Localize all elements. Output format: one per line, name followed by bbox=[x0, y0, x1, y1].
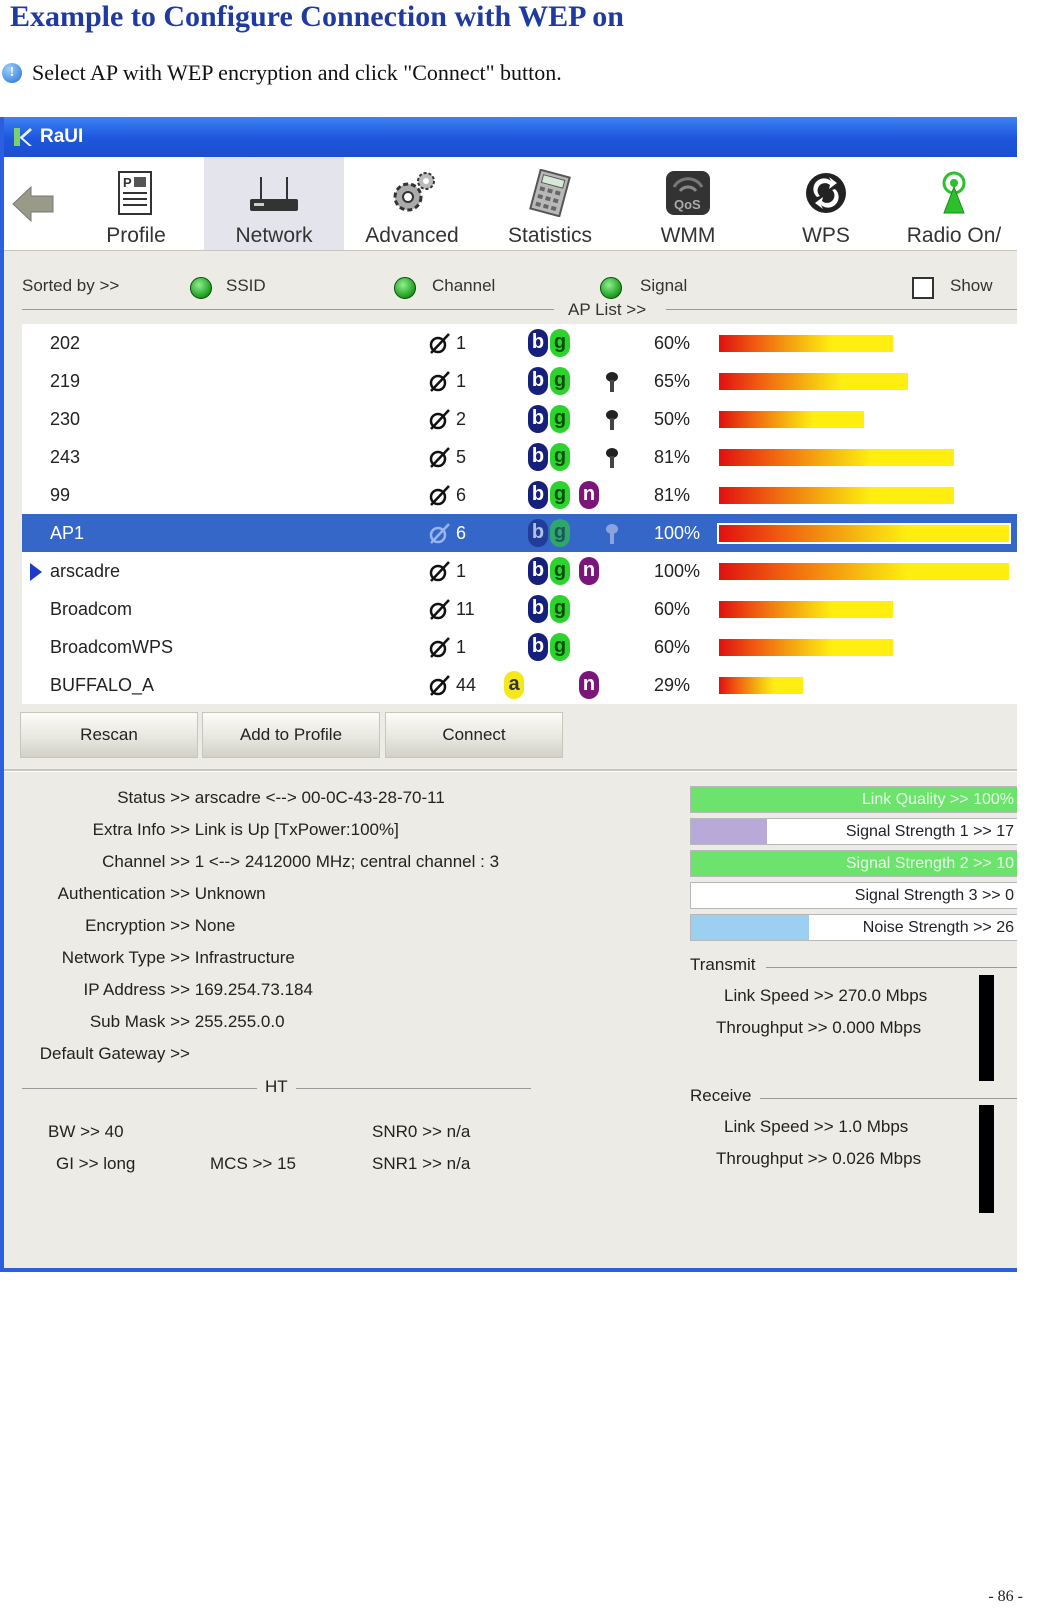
channel-icon bbox=[427, 560, 453, 582]
receive-graph bbox=[979, 1105, 994, 1213]
ap-signal-bar bbox=[719, 677, 803, 694]
ap-channel: 1 bbox=[456, 561, 467, 581]
ap-channel: 6 bbox=[456, 523, 467, 543]
sort-signal-label: Signal bbox=[640, 276, 688, 295]
toolbar-wmm-label: WMM bbox=[660, 224, 716, 247]
ap-list bbox=[22, 324, 1017, 704]
add-to-profile-button[interactable]: Add to Profile bbox=[202, 712, 380, 758]
instruction-text: Select AP with WEP encryption and click "Connect" button. bbox=[32, 60, 562, 85]
status-key: Status >> bbox=[117, 788, 190, 807]
key-icon bbox=[604, 523, 620, 545]
signal-meter bbox=[690, 914, 1017, 941]
toolbar-network-label: Network bbox=[235, 224, 313, 247]
ap-row[interactable] bbox=[22, 628, 1017, 666]
signal-meter bbox=[690, 882, 1017, 909]
ap-ssid: BUFFALO_A bbox=[50, 675, 155, 695]
ip-address-key: IP Address >> bbox=[83, 980, 190, 999]
channel-icon bbox=[427, 598, 453, 620]
meter-label: Signal Strength 1 >> 17 bbox=[845, 823, 1014, 840]
toolbar bbox=[4, 157, 1017, 251]
ap-channel: 1 bbox=[456, 371, 467, 391]
mode-n-badge: n bbox=[579, 557, 599, 585]
network-type-value: Infrastructure bbox=[194, 948, 295, 967]
instruction bbox=[2, 60, 562, 86]
mode-g-badge: g bbox=[550, 557, 570, 585]
meter-label: Signal Strength 2 >> 10 bbox=[845, 855, 1014, 872]
ap-row[interactable] bbox=[22, 324, 1017, 362]
transmit-graph bbox=[979, 975, 994, 1081]
ap-list-rule-right bbox=[666, 309, 1017, 310]
mode-b-badge: b bbox=[528, 405, 548, 433]
channel-icon bbox=[427, 332, 453, 354]
sorted-by-label: Sorted by >> bbox=[22, 276, 120, 295]
ap-signal-bar bbox=[719, 487, 954, 504]
signal-meter bbox=[690, 786, 1017, 813]
ap-row[interactable] bbox=[22, 666, 1017, 704]
ap-signal-text: 81% bbox=[654, 485, 691, 505]
mode-b-badge: b bbox=[528, 633, 548, 661]
ap-row[interactable] bbox=[22, 438, 1017, 476]
status-value: arscadre <--> 00-0C-43-28-70-11 bbox=[194, 788, 445, 807]
key-icon bbox=[604, 447, 620, 469]
ap-channel: 2 bbox=[456, 409, 467, 429]
svg-text:QoS: QoS bbox=[674, 197, 701, 212]
transmit-throughput: Throughput >> 0.000 Mbps bbox=[716, 1018, 922, 1037]
qos-icon bbox=[664, 169, 712, 217]
receive-label: Receive bbox=[690, 1086, 752, 1105]
channel-icon bbox=[427, 484, 453, 506]
mode-b-badge: b bbox=[528, 481, 548, 509]
meter-label: Noise Strength >> 26 bbox=[862, 919, 1014, 936]
mode-g-badge: g bbox=[550, 595, 570, 623]
ap-signal-bar bbox=[719, 639, 893, 656]
toolbar-profile[interactable] bbox=[66, 157, 206, 250]
ap-row[interactable] bbox=[22, 362, 1017, 400]
ap-signal-text: 50% bbox=[654, 409, 691, 429]
encryption-key: Encryption >> bbox=[85, 916, 190, 935]
default-gateway-key: Default Gateway >> bbox=[39, 1044, 190, 1063]
ap-signal-text: 60% bbox=[654, 637, 691, 657]
ap-channel: 5 bbox=[456, 447, 467, 467]
receive-link-speed: Link Speed >> 1.0 Mbps bbox=[724, 1117, 909, 1136]
mode-b-badge: b bbox=[528, 329, 548, 357]
rescan-button[interactable]: Rescan bbox=[20, 712, 198, 758]
mode-g-badge: g bbox=[550, 633, 570, 661]
channel-icon bbox=[427, 636, 453, 658]
toolbar-radio[interactable] bbox=[884, 157, 1017, 250]
title-bar bbox=[4, 117, 1017, 157]
antenna-icon bbox=[934, 169, 974, 217]
meter-fill bbox=[691, 915, 809, 940]
ap-channel: 1 bbox=[456, 637, 467, 657]
key-icon bbox=[604, 371, 620, 393]
mode-a-badge: a bbox=[504, 671, 524, 699]
signal-meter bbox=[690, 818, 1017, 845]
sort-bar bbox=[4, 264, 1017, 304]
gear-icon bbox=[386, 169, 438, 217]
ap-channel: 11 bbox=[456, 599, 475, 619]
ht-rule-left bbox=[22, 1088, 257, 1089]
receive-throughput: Throughput >> 0.026 Mbps bbox=[716, 1149, 922, 1168]
ip-address-value: 169.254.73.184 bbox=[194, 980, 313, 999]
ap-row[interactable] bbox=[22, 400, 1017, 438]
mode-g-badge: g bbox=[550, 481, 570, 509]
ht-mcs: MCS >> 15 bbox=[210, 1154, 296, 1173]
toolbar-statistics[interactable] bbox=[480, 157, 620, 250]
toolbar-wps-label: WPS bbox=[802, 224, 850, 247]
ap-ssid: BroadcomWPS bbox=[50, 637, 174, 657]
ap-signal-bar bbox=[719, 601, 893, 618]
extra-info-value: Link is Up [TxPower:100%] bbox=[194, 820, 399, 839]
ap-signal-bar bbox=[719, 411, 864, 428]
sub-mask-value: 255.255.0.0 bbox=[194, 1012, 285, 1031]
calculator-icon bbox=[527, 169, 573, 217]
authentication-key: Authentication >> bbox=[57, 884, 190, 903]
ht-snr1: SNR1 >> n/a bbox=[372, 1154, 471, 1173]
toolbar-advanced[interactable] bbox=[342, 157, 482, 250]
encryption-value: None bbox=[194, 916, 236, 935]
meter-label: Signal Strength 3 >> 0 bbox=[854, 887, 1014, 904]
mode-b-badge: b bbox=[528, 443, 548, 471]
ap-row[interactable] bbox=[22, 514, 1017, 552]
ap-row[interactable] bbox=[22, 590, 1017, 628]
toolbar-advanced-label: Advanced bbox=[365, 224, 459, 247]
toolbar-network[interactable] bbox=[204, 157, 344, 250]
toolbar-wps[interactable] bbox=[756, 157, 896, 250]
sort-channel-label: Channel bbox=[432, 276, 496, 295]
show-label: Show bbox=[950, 276, 993, 295]
back-button[interactable] bbox=[4, 157, 64, 250]
ap-channel: 1 bbox=[456, 333, 467, 353]
ap-signal-bar bbox=[719, 373, 908, 390]
ap-channel: 44 bbox=[456, 675, 477, 695]
transmit-rule bbox=[766, 967, 1017, 968]
network-type-key: Network Type >> bbox=[61, 948, 190, 967]
ap-list-rule-left bbox=[22, 309, 554, 310]
raui-window bbox=[0, 117, 1017, 1272]
authentication-value: Unknown bbox=[194, 884, 266, 903]
ap-signal-text: 29% bbox=[654, 675, 691, 695]
receive-rule bbox=[760, 1098, 1017, 1099]
show-checkbox[interactable] bbox=[912, 277, 934, 299]
ht-gi: GI >> long bbox=[56, 1154, 136, 1173]
back-arrow-icon bbox=[9, 179, 59, 229]
toolbar-statistics-label: Statistics bbox=[507, 224, 593, 247]
window-title: RaUI bbox=[40, 126, 84, 147]
profile-icon bbox=[114, 169, 158, 217]
channel-icon bbox=[427, 522, 453, 544]
transmit-label: Transmit bbox=[690, 955, 756, 974]
ap-list-header bbox=[22, 300, 1017, 318]
document-title: Example to Configure Connection with WEP on bbox=[10, 0, 624, 33]
ap-list-label: AP List >> bbox=[568, 300, 647, 319]
ap-signal-text: 60% bbox=[654, 333, 691, 353]
ap-ssid: 219 bbox=[50, 371, 81, 391]
key-icon bbox=[604, 409, 620, 431]
svg-text:P: P bbox=[123, 175, 132, 190]
ap-signal-text: 100% bbox=[654, 561, 701, 581]
ap-ssid: arscadre bbox=[50, 561, 121, 581]
ap-signal-bar bbox=[719, 525, 1009, 542]
toolbar-profile-label: Profile bbox=[106, 224, 166, 247]
channel-key: Channel >> bbox=[102, 852, 190, 871]
ap-signal-text: 100% bbox=[654, 523, 701, 543]
ap-ssid: Broadcom bbox=[50, 599, 133, 619]
ap-channel: 6 bbox=[456, 485, 467, 505]
mode-b-badge: b bbox=[528, 595, 548, 623]
sort-ssid-label: SSID bbox=[226, 276, 266, 295]
channel-value: 1 <--> 2412000 MHz; central channel : 3 bbox=[194, 852, 500, 871]
channel-icon bbox=[427, 370, 453, 392]
ap-row[interactable] bbox=[22, 552, 1017, 590]
ap-ssid: 202 bbox=[50, 333, 81, 353]
channel-icon bbox=[427, 408, 453, 430]
sort-ssid-radio[interactable] bbox=[190, 277, 212, 299]
ap-signal-bar bbox=[719, 449, 954, 466]
mode-b-badge: b bbox=[528, 519, 548, 547]
ap-ssid: 243 bbox=[50, 447, 81, 467]
signal-meter bbox=[690, 850, 1017, 877]
connect-button[interactable]: Connect bbox=[385, 712, 563, 758]
channel-icon bbox=[427, 674, 453, 696]
sub-mask-key: Sub Mask >> bbox=[89, 1012, 190, 1031]
section-divider bbox=[4, 769, 1017, 772]
ap-ssid: AP1 bbox=[50, 523, 85, 543]
ht-snr0: SNR0 >> n/a bbox=[372, 1122, 471, 1141]
channel-icon bbox=[427, 446, 453, 468]
ap-signal-text: 60% bbox=[654, 599, 691, 619]
ap-signal-text: 81% bbox=[654, 447, 691, 467]
mode-n-badge: n bbox=[579, 671, 599, 699]
ht-label: HT bbox=[265, 1077, 288, 1096]
ap-signal-bar bbox=[719, 563, 1009, 580]
mode-g-badge: g bbox=[550, 443, 570, 471]
ap-signal-text: 65% bbox=[654, 371, 691, 391]
toolbar-wmm[interactable] bbox=[618, 157, 758, 250]
ap-ssid: 230 bbox=[50, 409, 81, 429]
mode-g-badge: g bbox=[550, 367, 570, 395]
toolbar-radio-label: Radio On/ bbox=[906, 224, 1002, 247]
sort-signal-radio[interactable] bbox=[600, 277, 622, 299]
mode-b-badge: b bbox=[528, 367, 548, 395]
ht-bw: BW >> 40 bbox=[48, 1122, 124, 1141]
network-icon bbox=[246, 169, 302, 217]
mode-b-badge: b bbox=[528, 557, 548, 585]
mode-n-badge: n bbox=[579, 481, 599, 509]
wps-icon bbox=[803, 169, 849, 217]
extra-info-key: Extra Info >> bbox=[92, 820, 190, 839]
mode-g-badge: g bbox=[550, 519, 570, 547]
ap-row[interactable] bbox=[22, 476, 1017, 514]
connected-arrow-icon bbox=[30, 563, 42, 581]
ap-signal-bar bbox=[719, 335, 893, 352]
ht-rule-right bbox=[296, 1088, 531, 1089]
mode-g-badge: g bbox=[550, 329, 570, 357]
mode-g-badge: g bbox=[550, 405, 570, 433]
sort-channel-radio[interactable] bbox=[394, 277, 416, 299]
transmit-link-speed: Link Speed >> 270.0 Mbps bbox=[724, 986, 928, 1005]
raui-logo-icon bbox=[12, 126, 34, 148]
info-icon: ! bbox=[2, 63, 22, 83]
meter-fill bbox=[691, 819, 767, 844]
meter-label: Link Quality >> 100% bbox=[861, 791, 1014, 808]
page-number: - 86 - bbox=[988, 1588, 1023, 1605]
ap-ssid: 99 bbox=[50, 485, 71, 505]
